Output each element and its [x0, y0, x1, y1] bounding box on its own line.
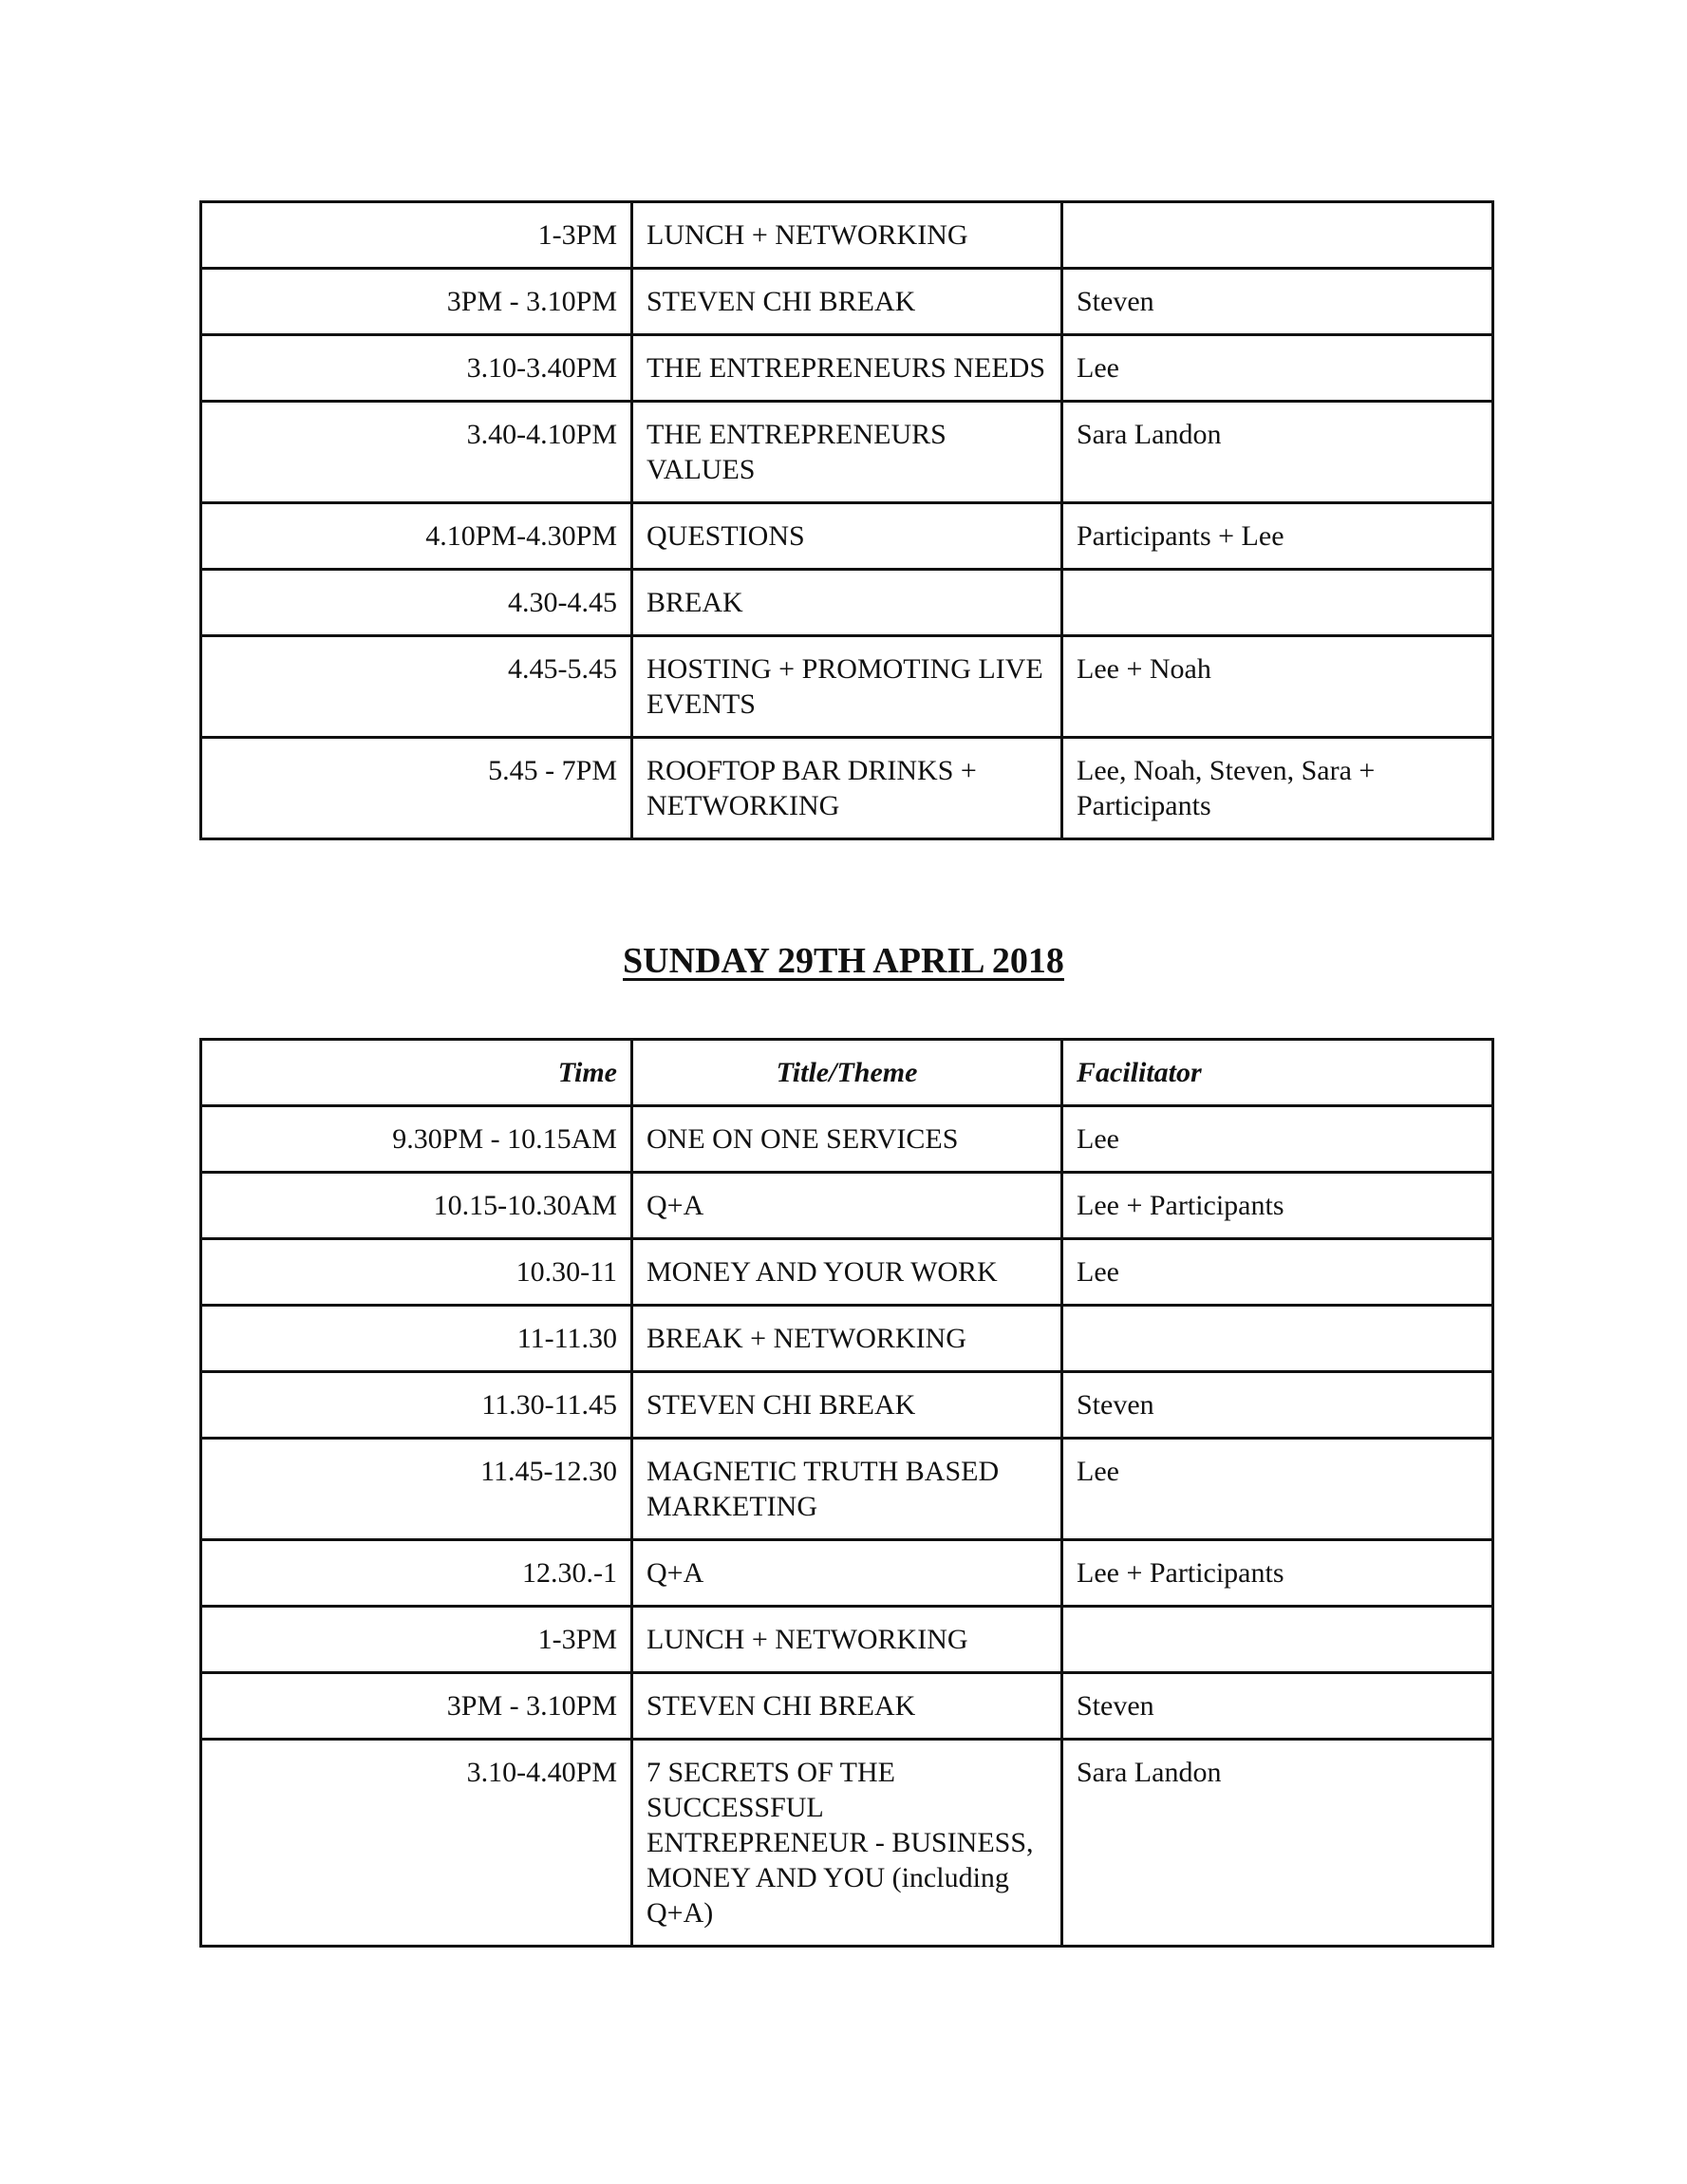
- facilitator-cell: Steven: [1062, 1673, 1493, 1740]
- table-row: [201, 1740, 1493, 1947]
- time-cell: 1-3PM: [201, 1607, 632, 1673]
- time-cell: 5.45 - 7PM: [201, 738, 632, 839]
- table-row: [201, 570, 1493, 636]
- time-cell: 3.10-3.40PM: [201, 335, 632, 402]
- table-row: [201, 402, 1493, 503]
- facilitator-cell: Lee: [1062, 1106, 1493, 1173]
- time-cell: 12.30.-1: [201, 1540, 632, 1607]
- time-cell: 11-11.30: [201, 1306, 632, 1372]
- title-cell: THE ENTREPRENEURS VALUES: [632, 402, 1062, 503]
- title-cell: ONE ON ONE SERVICES: [632, 1106, 1062, 1173]
- table-row: [201, 1106, 1493, 1173]
- facilitator-cell: Lee: [1062, 1439, 1493, 1540]
- facilitator-cell: Lee + Participants: [1062, 1540, 1493, 1607]
- time-cell: 10.30-11: [201, 1239, 632, 1306]
- title-cell: HOSTING + PROMOTING LIVE EVENTS: [632, 636, 1062, 738]
- facilitator-cell: Sara Landon: [1062, 402, 1493, 503]
- title-cell: STEVEN CHI BREAK: [632, 269, 1062, 335]
- title-cell: BREAK: [632, 570, 1062, 636]
- time-cell: 9.30PM - 10.15AM: [201, 1106, 632, 1173]
- table-row: [201, 202, 1493, 269]
- title-cell: Q+A: [632, 1540, 1062, 1607]
- time-cell: 10.15-10.30AM: [201, 1173, 632, 1239]
- table-row: [201, 1372, 1493, 1439]
- title-cell: 7 SECRETS OF THE SUCCESSFUL ENTREPRENEUR - BUSINESS, MONEY AND YOU (including Q+A): [632, 1740, 1062, 1947]
- table-row: [201, 1173, 1493, 1239]
- facilitator-cell: Participants + Lee: [1062, 503, 1493, 570]
- time-cell: 4.45-5.45: [201, 636, 632, 738]
- time-cell: 3.10-4.40PM: [201, 1740, 632, 1947]
- table-row: [201, 1673, 1493, 1740]
- table-row: [201, 269, 1493, 335]
- sunday-schedule-table: [199, 1038, 1494, 1948]
- table-row: [201, 636, 1493, 738]
- title-cell: MONEY AND YOUR WORK: [632, 1239, 1062, 1306]
- facilitator-cell: Steven: [1062, 1372, 1493, 1439]
- facilitator-cell: Lee + Noah: [1062, 636, 1493, 738]
- title-cell: STEVEN CHI BREAK: [632, 1673, 1062, 1740]
- title-cell: LUNCH + NETWORKING: [632, 1607, 1062, 1673]
- title-cell: THE ENTREPRENEURS NEEDS: [632, 335, 1062, 402]
- title-cell: BREAK + NETWORKING: [632, 1306, 1062, 1372]
- saturday-schedule-table: [199, 200, 1494, 840]
- facilitator-cell: Lee: [1062, 1239, 1493, 1306]
- title-cell: MAGNETIC TRUTH BASED MARKETING: [632, 1439, 1062, 1540]
- title-cell: Q+A: [632, 1173, 1062, 1239]
- table-header-row: [201, 1040, 1493, 1106]
- title-cell: LUNCH + NETWORKING: [632, 202, 1062, 269]
- time-cell: 4.30-4.45: [201, 570, 632, 636]
- table-row: [201, 1306, 1493, 1372]
- time-cell: 3PM - 3.10PM: [201, 1673, 632, 1740]
- title-cell: STEVEN CHI BREAK: [632, 1372, 1062, 1439]
- facilitator-cell: Lee, Noah, Steven, Sara + Participants: [1062, 738, 1493, 839]
- time-cell: 11.30-11.45: [201, 1372, 632, 1439]
- facilitator-cell: Steven: [1062, 269, 1493, 335]
- time-cell: 11.45-12.30: [201, 1439, 632, 1540]
- title-cell: QUESTIONS: [632, 503, 1062, 570]
- facilitator-cell: [1062, 570, 1493, 636]
- time-cell: 4.10PM-4.30PM: [201, 503, 632, 570]
- table-row: [201, 335, 1493, 402]
- facilitator-cell: [1062, 1306, 1493, 1372]
- table-row: [201, 1439, 1493, 1540]
- header-facilitator: Facilitator: [1062, 1040, 1493, 1106]
- table-row: [201, 1607, 1493, 1673]
- facilitator-cell: [1062, 1607, 1493, 1673]
- table-row: [201, 1239, 1493, 1306]
- header-title: Title/Theme: [632, 1040, 1062, 1106]
- facilitator-cell: [1062, 202, 1493, 269]
- time-cell: 3PM - 3.10PM: [201, 269, 632, 335]
- table-row: [201, 738, 1493, 839]
- table-row: [201, 1540, 1493, 1607]
- table-row: [201, 503, 1493, 570]
- facilitator-cell: Lee: [1062, 335, 1493, 402]
- title-cell: ROOFTOP BAR DRINKS + NETWORKING: [632, 738, 1062, 839]
- sunday-heading: SUNDAY 29TH APRIL 2018: [623, 941, 1064, 981]
- time-cell: 1-3PM: [201, 202, 632, 269]
- facilitator-cell: Lee + Participants: [1062, 1173, 1493, 1239]
- header-time: Time: [201, 1040, 632, 1106]
- facilitator-cell: Sara Landon: [1062, 1740, 1493, 1947]
- time-cell: 3.40-4.10PM: [201, 402, 632, 503]
